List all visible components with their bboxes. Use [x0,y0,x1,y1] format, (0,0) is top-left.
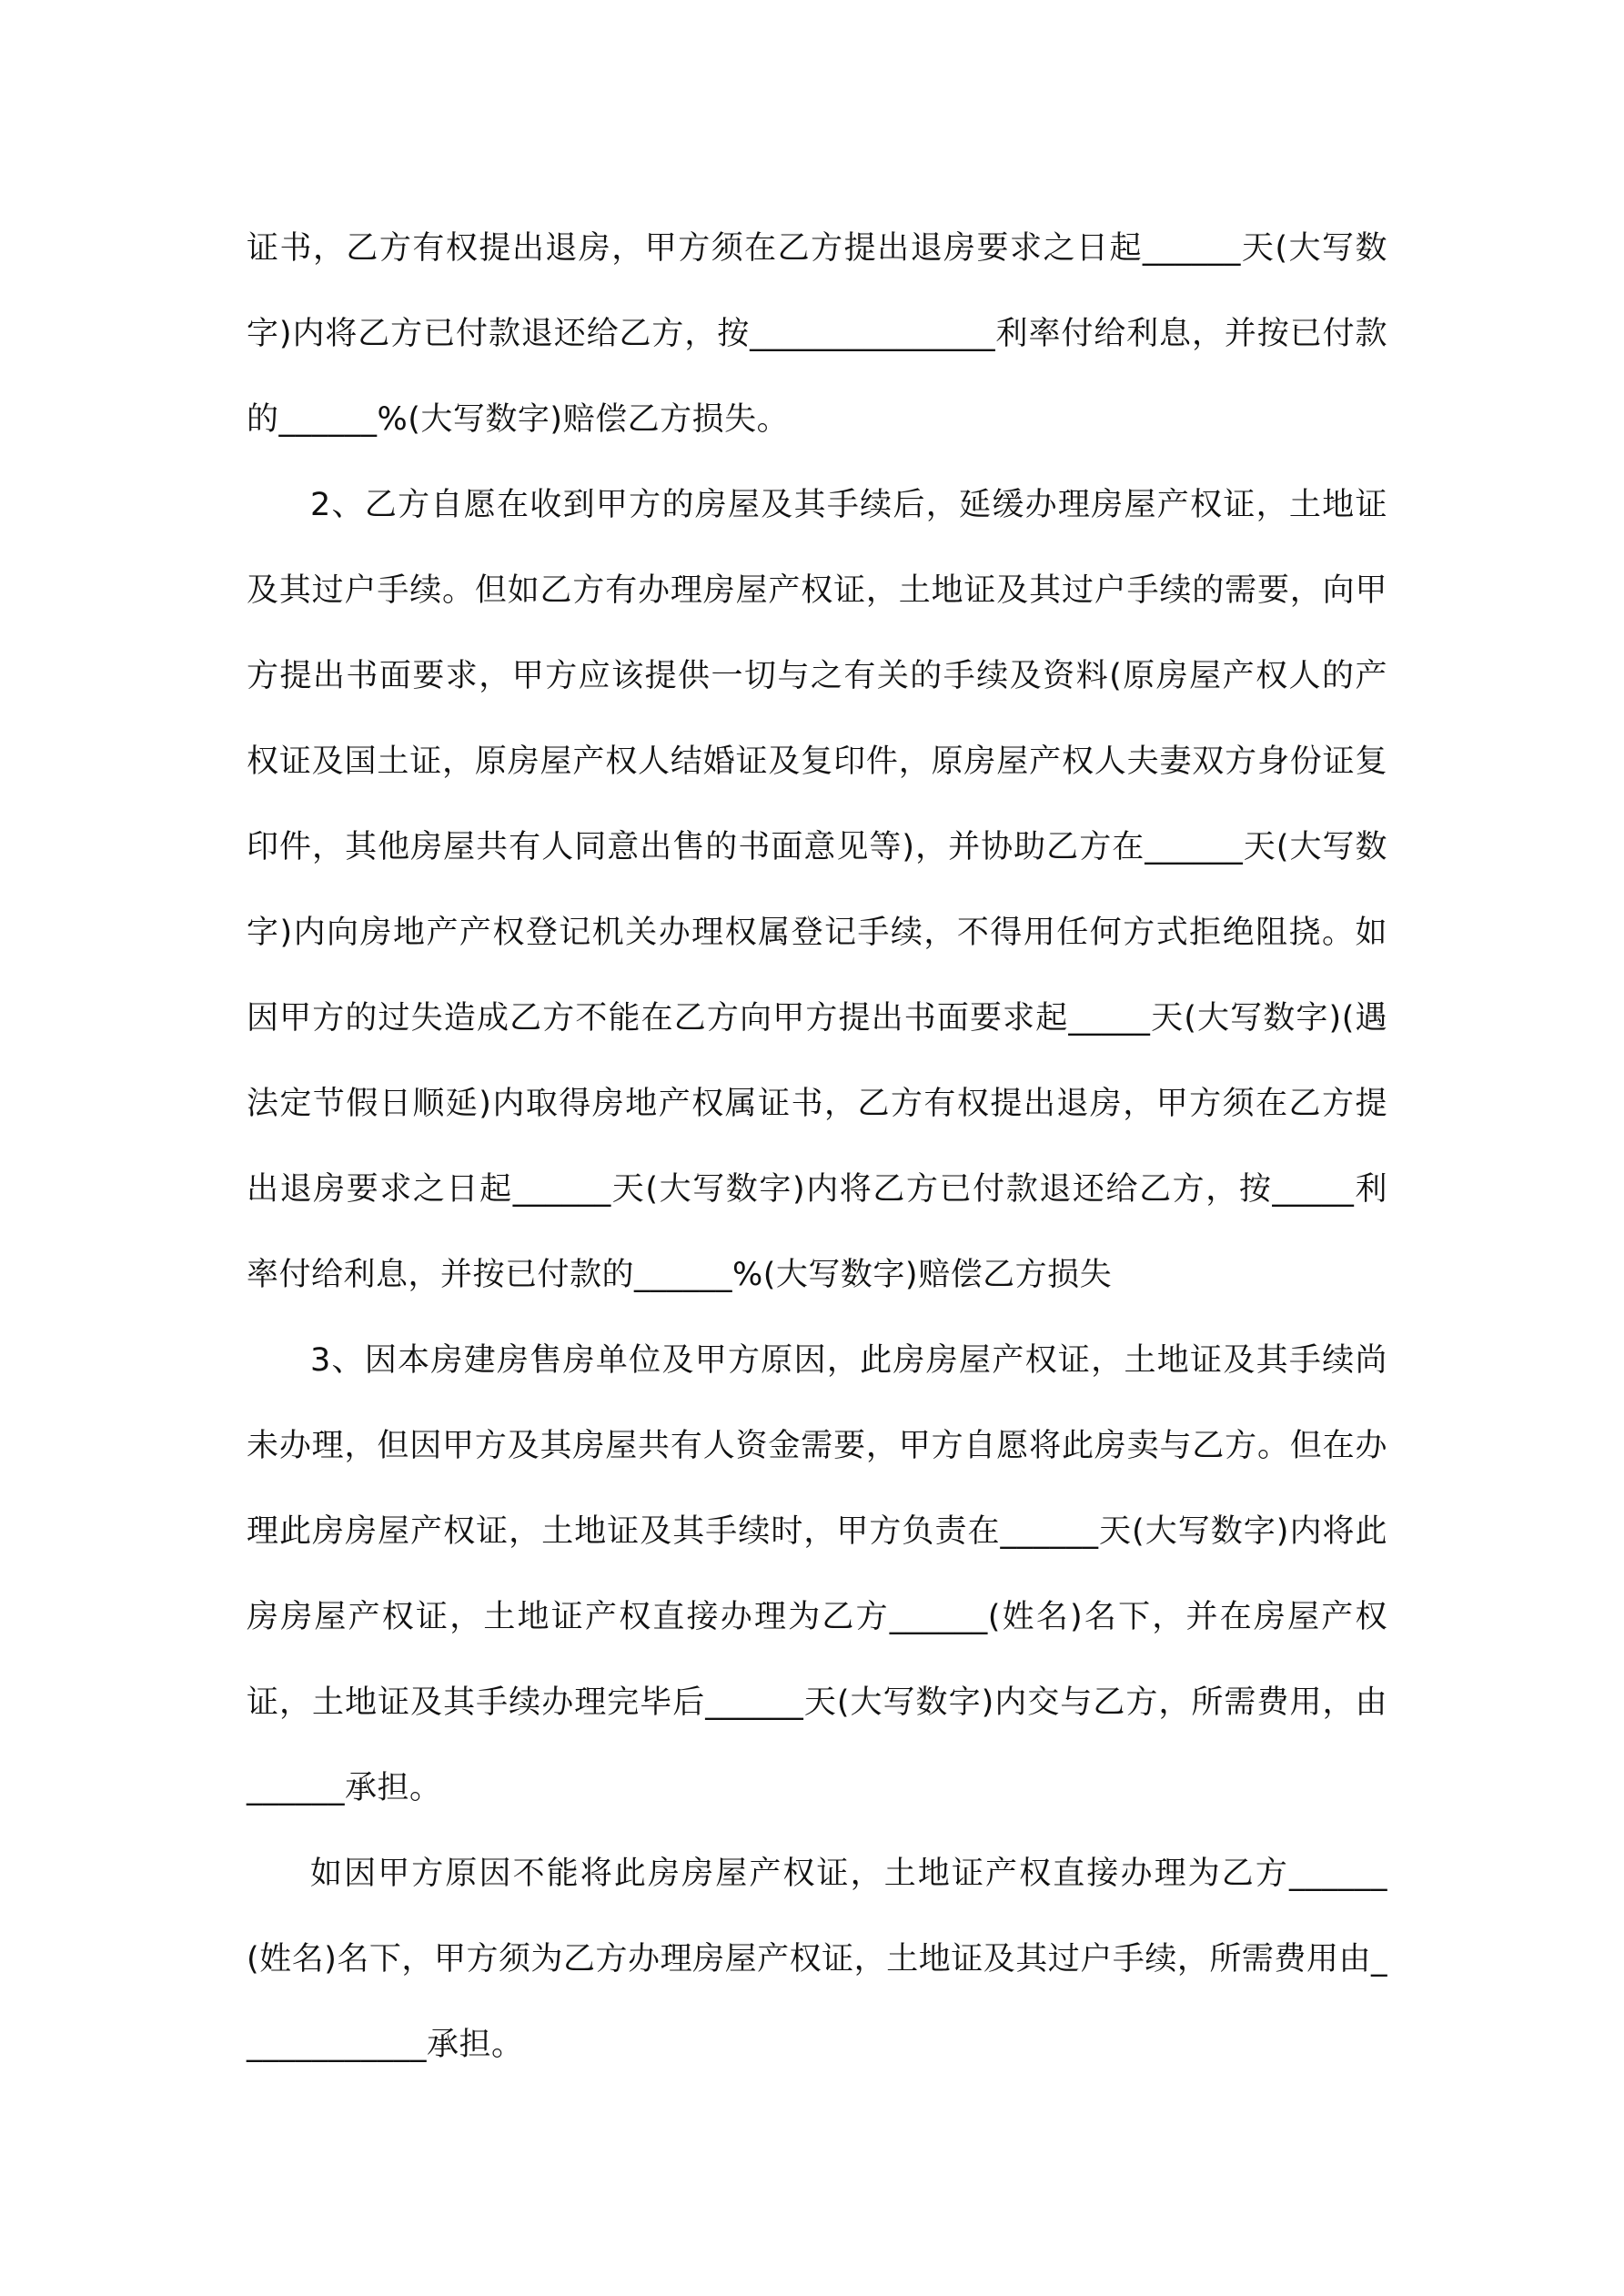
contract-body [247,206,1387,2088]
paragraph-clause-2: 2、乙方自愿在收到甲方的房屋及其手续后，延缓办理房屋产权证，土地证及其过户手续。但如乙方有办理房屋产权证，土地证及其过户手续的需要，向甲方提出书面要求，甲方应该提供一切与之有关的手续及资料(原房屋产权人的产权证及国土证，原房屋产权人结婚证及复印件，原房屋产权人夫妻双方身份证复印件，其他房屋共有人同意出售的书面意见等)，并协助乙方在______天(大写数字)内向房地产产权登记机关办理权属登记手续，不得用任何方式拒绝阻挠。如因甲方的过失造成乙方不能在乙方向甲方提出书面要求起_____天(大写数字)(遇法定节假日顺延)内取得房地产权属证书，乙方有权提出退房，甲方须在乙方提出退房要求之日起______天(大写数字)内将乙方已付款退还给乙方，按_____利率付给利息，并按已付款的______%(大写数字)赔偿乙方损失 [247,487,1387,1293]
paragraph-clause-3-supplement: 如因甲方原因不能将此房房屋产权证，土地证产权直接办理为乙方______(姓名)名下，甲方须为乙方办理房屋产权证，土地证及其过户手续，所需费用由____________承担。 [247,1856,1387,2063]
paragraph-clause-1-continuation: 证书，乙方有权提出退房，甲方须在乙方提出退房要求之日起______天(大写数字)内将乙方已付款退还给乙方，按_______________利率付给利息，并按已付款的______%(大写数字)赔偿乙方损失。 [247,230,1387,438]
paragraph-clause-3: 3、因本房建房售房单位及甲方原因，此房房屋产权证，土地证及其手续尚未办理，但因甲方及其房屋共有人资金需要，甲方自愿将此房卖与乙方。但在办理此房房屋产权证，土地证及其手续时，甲方负责在______天(大写数字)内将此房房屋产权证，土地证产权直接办理为乙方______(姓名)名下，并在房屋产权证，土地证及其手续办理完毕后______天(大写数字)内交与乙方，所需费用，由______承担。 [247,1342,1387,1806]
